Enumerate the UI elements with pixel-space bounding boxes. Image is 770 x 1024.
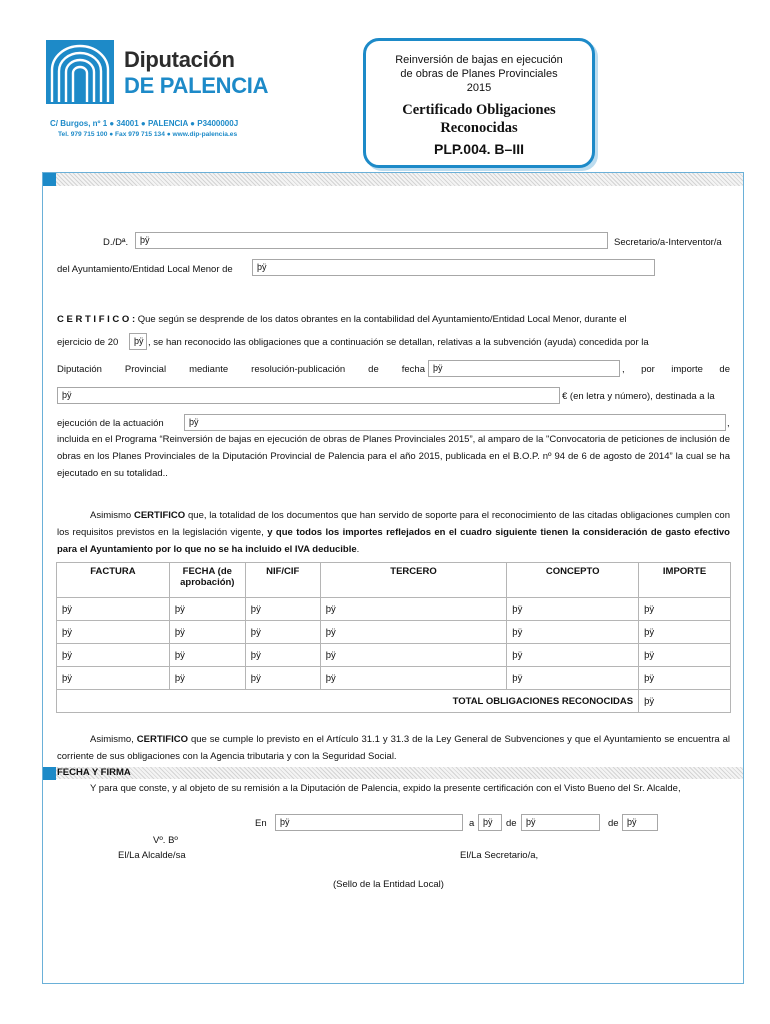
- firma-intro: Y para que conste, y al objeto de su remisión a la Diputación de Palencia, expido la presente certificación con el Visto Bueno del Sr. Alcalde,: [90, 783, 681, 794]
- secretario-signature-label: El/La Secretario/a,: [460, 850, 539, 861]
- asimismo2-c: que se cumple lo previsto en el Artículo 31.1 y 31.3 de la Ley General de Subvenciones y que el Ayuntamiento se encuentra al corriente de sus obligaciones con la Agencia tributaria y con la Seguridad Social.: [57, 734, 731, 762]
- role-label: Secretario/a-Interventor/a: [614, 237, 722, 248]
- year-field[interactable]: þÿ: [622, 814, 658, 831]
- dd-name-field[interactable]: þÿ: [135, 232, 608, 249]
- visto-bueno: Vº. Bº: [153, 835, 178, 846]
- certifico-text: Que según se desprende de los datos obrantes en la contabilidad del Ayuntamiento/Entidad Local Menor, durante el: [135, 314, 627, 325]
- cell-fecha[interactable]: þÿ: [169, 644, 245, 667]
- title-main-2: Reconocidas: [440, 120, 518, 136]
- en-label: En: [255, 818, 267, 829]
- col-importe: IMPORTE: [639, 563, 731, 598]
- resolucion-fecha-field[interactable]: þÿ: [428, 360, 620, 377]
- brand-name-line2: DE PALENCIA: [124, 73, 269, 98]
- asimismo1-bold: y que todos los importes reflejados en el cuadro siguiente tienen la consideración de gasto efectivo para el Ayuntamiento por lo que no se ha incluido el IVA deducible: [57, 527, 730, 555]
- total-value[interactable]: þÿ: [639, 690, 731, 713]
- word-diputacion: Diputación: [57, 364, 102, 375]
- contact-line: Tel. 979 715 100 ● Fax 979 715 134 ● www.dip-palencia.es: [58, 131, 238, 138]
- word-de2: de: [719, 364, 730, 375]
- firma-stripe: [43, 767, 743, 779]
- cell-tercero[interactable]: þÿ: [320, 644, 507, 667]
- cell-nif[interactable]: þÿ: [245, 644, 320, 667]
- col-fecha: FECHA (de aprobación): [169, 563, 245, 598]
- month-field[interactable]: þÿ: [521, 814, 600, 831]
- cell-tercero[interactable]: þÿ: [320, 621, 507, 644]
- resolucion-words: [57, 364, 425, 375]
- document-title-box: [363, 38, 595, 168]
- cell-concepto[interactable]: þÿ: [507, 667, 639, 690]
- cell-nif[interactable]: þÿ: [245, 667, 320, 690]
- cell-concepto[interactable]: þÿ: [507, 644, 639, 667]
- table-row: [57, 621, 731, 644]
- sello-label: (Sello de la Entidad Local): [333, 879, 444, 890]
- importe-field[interactable]: þÿ: [57, 387, 560, 404]
- cell-factura[interactable]: þÿ: [57, 667, 170, 690]
- certifico-line: [57, 314, 627, 325]
- top-stripe: [43, 173, 743, 186]
- asimismo1-e: .: [356, 544, 360, 555]
- actuacion-comma: ,: [727, 418, 730, 429]
- cell-factura[interactable]: þÿ: [57, 644, 170, 667]
- firma-marker: [43, 767, 56, 780]
- obligaciones-table: [56, 562, 731, 713]
- word-de: de: [368, 364, 379, 375]
- ejercicio-suffix: , se han reconocido las obligaciones que a continuación se detallan, relativas a la subvención (ayuda) concedida por la: [148, 337, 649, 348]
- cell-fecha[interactable]: þÿ: [169, 621, 245, 644]
- title-subline-3: 2015: [466, 82, 492, 94]
- document-code: PLP.004. B–III: [433, 141, 524, 157]
- word-resolucion: resolución-publicación: [251, 364, 346, 375]
- cell-factura[interactable]: þÿ: [57, 598, 170, 621]
- col-factura: FACTURA: [57, 563, 170, 598]
- programa-paragraph: incluida en el Programa “Reinversión de bajas en ejecución de obras de Planes Provinciales 2015”, al amparo de la "Convocatoria de peticiones de inclusión de obras en los Planes Provinciales de la Diputación Provincial de Palencia para el año 2015, publicada en el B.O.P. nº 94 de 6 de agosto de 2014” la cual se ha ejecutado en su totalidad..: [57, 434, 730, 479]
- asimismo-paragraph-1: [57, 507, 730, 558]
- title-subline-1: Reinversión de bajas en ejecución: [395, 54, 563, 66]
- word-mediante: mediante: [189, 364, 229, 375]
- cell-tercero[interactable]: þÿ: [320, 667, 507, 690]
- cell-tercero[interactable]: þÿ: [320, 598, 507, 621]
- cell-importe[interactable]: þÿ: [639, 598, 731, 621]
- table-row: [57, 598, 731, 621]
- cell-importe[interactable]: þÿ: [639, 621, 731, 644]
- title-main-1: Certificado Obligaciones: [402, 102, 556, 118]
- firma-section-title: FECHA Y FIRMA: [57, 767, 131, 778]
- importe-words: [622, 364, 730, 375]
- cell-importe[interactable]: þÿ: [639, 644, 731, 667]
- word-comma: ,: [622, 364, 625, 375]
- word-fecha: fecha: [401, 364, 425, 375]
- alcalde-signature-label: El/La Alcalde/sa: [118, 850, 186, 861]
- table-row: [57, 667, 731, 690]
- word-importe: importe: [671, 364, 703, 375]
- word-provincial: Provincial: [124, 364, 167, 375]
- cell-nif[interactable]: þÿ: [245, 621, 320, 644]
- asimismo1-certifico: CERTIFICO: [133, 510, 186, 521]
- col-nif: NIF/CIF: [245, 563, 320, 598]
- brand-name-line1: Diputación: [124, 47, 235, 72]
- de-label-2: de: [608, 818, 619, 829]
- cell-concepto[interactable]: þÿ: [507, 621, 639, 644]
- title-subline-2: de obras de Planes Provinciales: [400, 68, 558, 80]
- table-row: [57, 644, 731, 667]
- ejercicio-prefix: ejercicio de 20: [57, 337, 119, 348]
- asimismo-paragraph-2: [57, 731, 730, 765]
- asimismo1-a: Asimismo: [90, 510, 134, 521]
- cell-factura[interactable]: þÿ: [57, 621, 170, 644]
- actuacion-field[interactable]: þÿ: [184, 414, 726, 431]
- dd-label: D./Dª.: [103, 237, 129, 248]
- asimismo2-a: Asimismo,: [90, 734, 137, 745]
- total-label: TOTAL OBLIGACIONES RECONOCIDAS: [57, 690, 639, 713]
- certifico-label: C E R T I F I C O :: [57, 314, 136, 325]
- corner-marker: [43, 173, 56, 186]
- en-place-field[interactable]: þÿ: [275, 814, 463, 831]
- cell-nif[interactable]: þÿ: [245, 598, 320, 621]
- diputacion-logo: [46, 40, 114, 104]
- de-label-1: de: [506, 818, 517, 829]
- a-label: a: [469, 818, 475, 829]
- cell-concepto[interactable]: þÿ: [507, 598, 639, 621]
- table-header-row: [57, 563, 731, 598]
- asimismo2-certifico: CERTIFICO: [136, 734, 188, 745]
- word-por: por: [641, 364, 655, 375]
- col-concepto: CONCEPTO: [507, 563, 639, 598]
- cell-importe[interactable]: þÿ: [639, 667, 731, 690]
- table-total-row: [57, 690, 731, 713]
- col-tercero: TERCERO: [320, 563, 507, 598]
- ayto-label: del Ayuntamiento/Entidad Local Menor de: [57, 264, 233, 275]
- cell-fecha[interactable]: þÿ: [169, 598, 245, 621]
- day-field[interactable]: þÿ: [478, 814, 502, 831]
- importe-suffix: € (en letra y número), destinada a la: [562, 391, 715, 402]
- ejercicio-year-field[interactable]: þÿ: [129, 333, 147, 350]
- ayto-field[interactable]: þÿ: [252, 259, 655, 276]
- actuacion-label: ejecución de la actuación: [57, 418, 164, 429]
- asimismo1-c: que, la totalidad de los documentos que han servido de soporte para el reconocimiento de las citadas obligaciones cumplen con los requisitos previstos en la legislación vigente,: [57, 510, 730, 538]
- cell-fecha[interactable]: þÿ: [169, 667, 245, 690]
- address-line: C/ Burgos, nº 1 ● 34001 ● PALENCIA ● P3400000J: [50, 119, 239, 128]
